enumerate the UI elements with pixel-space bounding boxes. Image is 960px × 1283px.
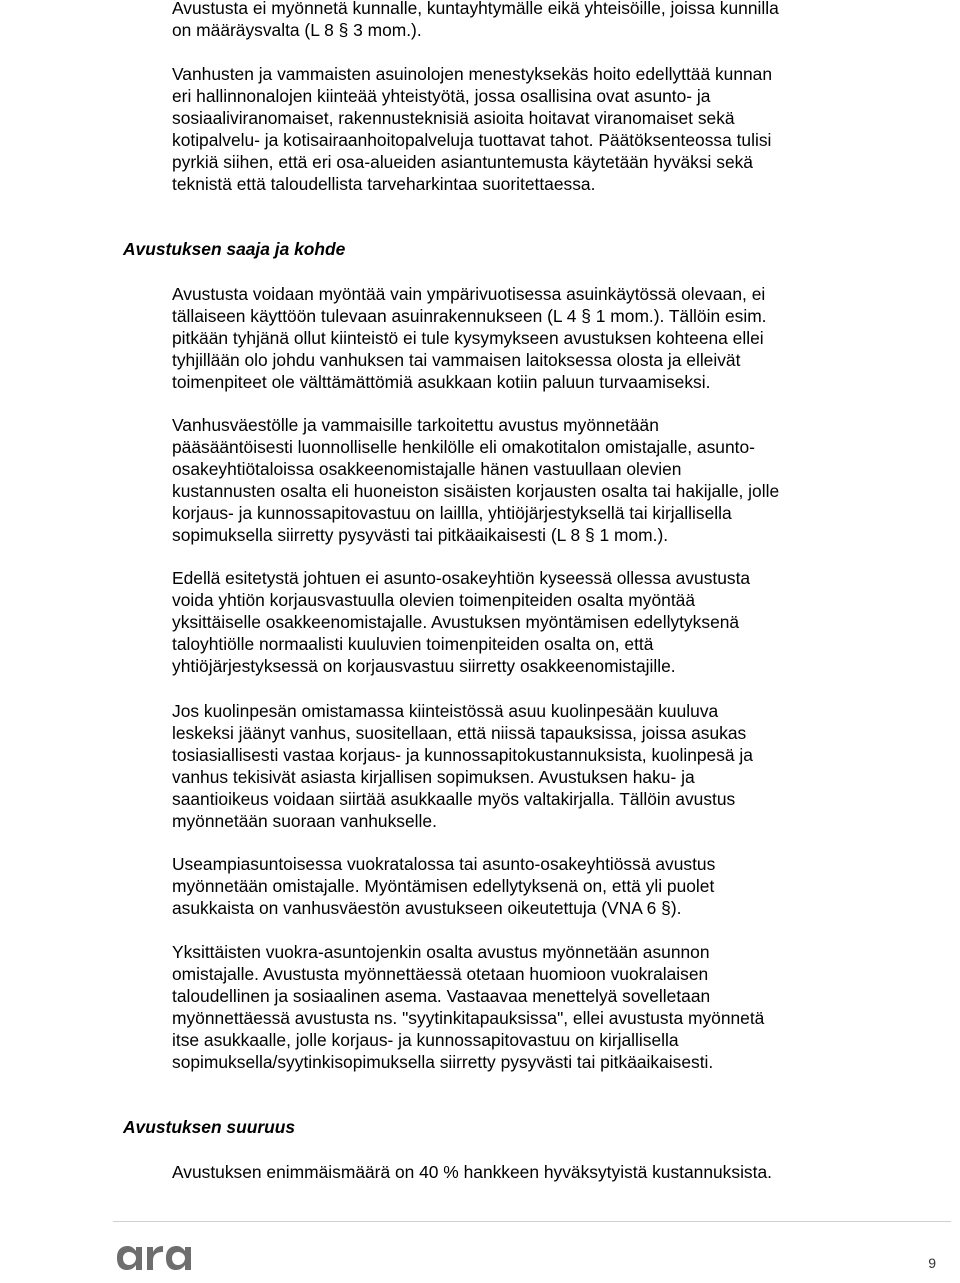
ara-logo-mark (117, 1246, 191, 1270)
paragraph-cooperation: Vanhusten ja vammaisten asuinolojen menestyksekäs hoito edellyttää kunnan eri hallinnonalojen kiinteää yhteistyötä, jossa osallisina ovat asunto- ja sosiaaliviranomaiset, rakennusteknisiä asioita hoitavat viranomaiset sekä kotipalvelu- ja kotisairaanhoitopalveluja tuottavat tahot. Päätöksenteossa tulisi pyrkiä siihen, että eri osa-alueiden asiantuntemusta käytetään hyväksi sekä teknistä että taloudellista tarveharkintaa suoritettaessa. (172, 64, 773, 194)
page-number: 9 (928, 1255, 936, 1271)
paragraph-max-amount: Avustuksen enimmäismäärä on 40 % hankkeen hyväksytyistä kustannuksista. (172, 1162, 772, 1182)
paragraph-year-round-use: Avustusta voidaan myöntää vain ympärivuotisessa asuinkäytössä olevaan, ei tällaiseen käyttöön tulevaan asuinrakennukseen (L 4 § 1 mom.). Tällöin esim. pitkään tyhjänä ollut kiinteistö ei tule kysymykseen avustuksen kohteena ellei tyhjillään olo johdu vanhuksen tai vammaisen laitoksessa olosta ja elleivät toimenpiteet ole välttämättömiä asukkaan kotiin paluun turvaamiseksi. (172, 284, 767, 392)
heading-grant-amount: Avustuksen suuruus (123, 1117, 296, 1137)
paragraph-housing-company: Edellä esitetystä johtuen ei asunto-osakeyhtiön kyseessä ollessa avustusta voida yhtiön korjausvastuulla olevien toimenpiteiden osalta myöntää yksittäiselle osakkeenomistajalle. Avustuksen myöntämisen edellytyksenä taloyhtiölle normaalisti kuuluvien toimenpiteiden osalta on, että yhtiöjärjestyksessä on korjausvastuu siirretty osakkeenomistajille. (172, 568, 751, 676)
paragraph-estate: Jos kuolinpesän omistamassa kiinteistössä asuu kuolinpesään kuuluva leskeksi jäänyt vanhus, suositellaan, että niissä tapauksissa, joissa asukas tosiasiallisesti vastaa korjaus- ja kunnossapitokustannuksista, kuolinpesä ja vanhus tekisivät asiasta kirjallisen sopimuksen. Avustuksen haku- ja saantioikeus voidaan siirtää asukkaalle myös valtakirjalla. Tällöin avustus myönnetään suoraan vanhukselle. (172, 701, 753, 831)
paragraph-rental-buildings: Useampiasuntoisessa vuokratalossa tai asunto-osakeyhtiössä avustus myönnetään omistajalle. Myöntämisen edellytyksenä on, että yli puolet asukkaista on vanhusväestön avustukseen oikeutettuja (VNA 6 §). (172, 854, 716, 918)
heading-recipient-and-target: Avustuksen saaja ja kohde (123, 239, 346, 259)
paragraph-natural-person: Vanhusväestölle ja vammaisille tarkoitettu avustus myönnetään pääsääntöisesti luonnolliselle henkilölle eli omakotitalon omistajalle, asunto- osakeyhtiötaloissa osakkeenomistajalle hänen vastuullaan olevien kustannusten osalta eli huoneiston sisäisten korjausten osalta tai hakijalle, jolle korjaus- ja kunnossapitovastuu on laillla, yhtiöjärjestyksellä tai kirjallisella sopimuksella siirretty pysyvästi tai pitkäaikaisesti (L 8 § 1 mom.). (172, 415, 780, 545)
paragraph-individual-rentals: Yksittäisten vuokra-asuntojenkin osalta avustus myönnetään asunnon omistajalle. Avustusta myönnettäessä otetaan huomioon vuokralaisen taloudellinen ja sosiaalinen asema. Vastaavaa menettelyä sovelletaan myönnettäessä avustusta ns. "syytinkitapauksissa", ellei avustusta myönnetä itse asukkaalle, jolle korjaus- ja kunnossapitovastuu on kirjallisella sopimuksella/syytinkisopimuksella siirretty pysyvästi tai pitkäaikaisesti. (172, 942, 765, 1072)
ara-logo (116, 1232, 206, 1280)
footer-divider (113, 1221, 951, 1222)
paragraph-intro-exclusion: Avustusta ei myönnetä kunnalle, kuntayhtymälle eikä yhteisöille, joissa kunnilla on määräysvalta (L 8 § 3 mom.). (172, 0, 779, 40)
